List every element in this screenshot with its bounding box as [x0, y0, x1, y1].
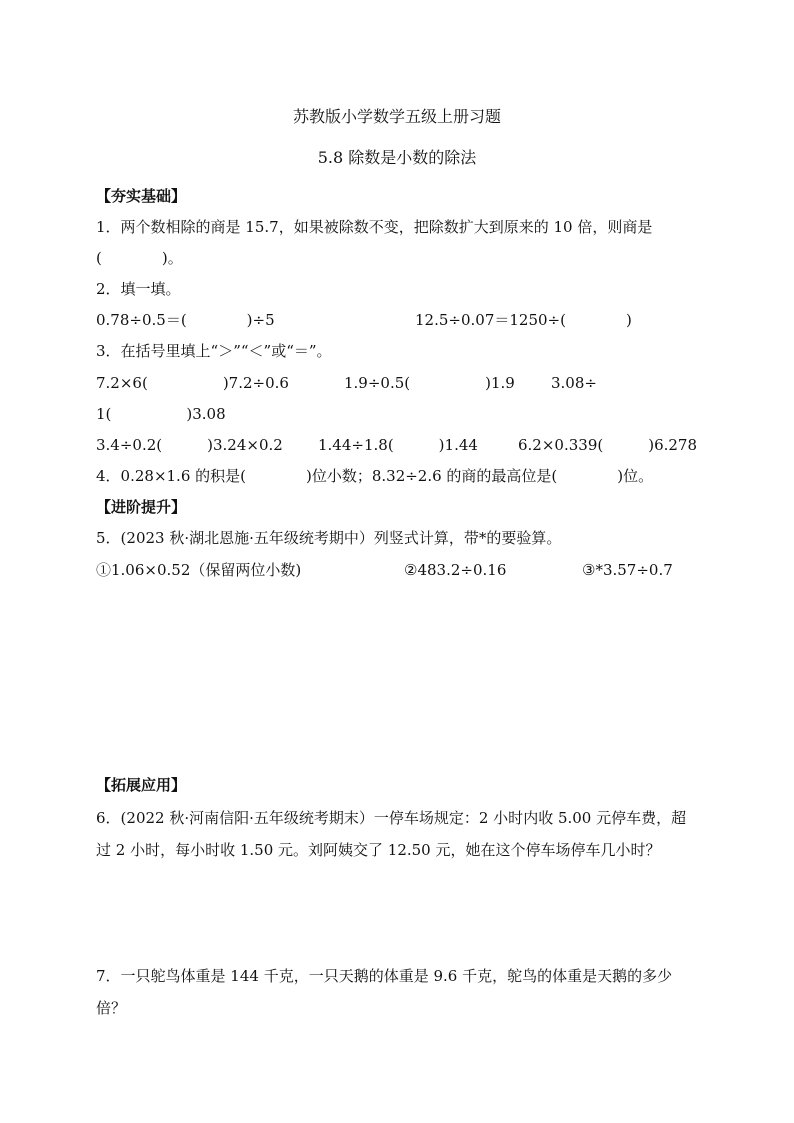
section-heading-extension: 【拓展应用】 — [96, 776, 187, 794]
question-7-line-1: 7．一只鸵鸟体重是 144 千克，一只天鹅的体重是 9.6 千克，鸵鸟的体重是天鹅的多少 — [96, 967, 673, 985]
question-6-line-1: 6．(2022 秋·河南信阳·五年级统考期末）一停车场规定：2 小时内收 5.00 元停车费，超 — [96, 809, 687, 827]
section-heading-basics: 【夯实基础】 — [96, 187, 187, 205]
question-7-line-2: 倍？ — [96, 999, 127, 1017]
question-3-item-5: 1.44÷1.8( )1.44 — [318, 436, 478, 454]
question-3-item-3-start: 3.08÷ — [551, 374, 597, 392]
question-2-item-a: 0.78÷0.5＝( )÷5 — [96, 311, 275, 329]
question-3-item-3-end: 1( )3.08 — [96, 405, 226, 423]
page-title: 苏教版小学数学五级上册习题 — [292, 107, 501, 126]
question-4: 4．0.28×1.6 的积是( )位小数；8.32÷2.6 的商的最高位是( )位。 — [96, 467, 654, 485]
page-subtitle: 5.8 除数是小数的除法 — [317, 148, 477, 167]
question-1-line-1: 1．两个数相除的商是 15.7，如果被除数不变，把除数扩大到原来的 10 倍，则商是 — [96, 218, 653, 236]
question-1-line-2: ( )。 — [96, 249, 183, 267]
question-3-item-1: 7.2×6( )7.2÷0.6 — [96, 374, 289, 392]
question-6-line-2: 过 2 小时，每小时收 1.50 元。刘阿姨交了 12.50 元，她在这个停车场停车几小时？ — [96, 841, 661, 859]
question-3-stem: 3．在括号里填上“＞”“＜”或“＝”。 — [96, 342, 332, 360]
question-3-item-4: 3.4÷0.2( )3.24×0.2 — [96, 436, 283, 454]
question-3-item-2: 1.9÷0.5( )1.9 — [344, 374, 515, 392]
question-2-stem: 2．填一填。 — [96, 280, 181, 298]
question-2-item-b: 12.5÷0.07＝1250÷( ) — [415, 311, 632, 329]
question-5-stem: 5．(2023 秋·湖北恩施·五年级统考期中）列竖式计算，带*的要验算。 — [96, 529, 562, 547]
question-5-item-1: ①1.06×0.52（保留两位小数) — [96, 561, 302, 579]
question-5-item-2: ②483.2÷0.16 — [404, 561, 507, 579]
question-5-item-3: ③*3.57÷0.7 — [582, 561, 673, 579]
section-heading-advanced: 【进阶提升】 — [96, 498, 187, 516]
question-3-item-6: 6.2×0.339( )6.278 — [518, 436, 698, 454]
